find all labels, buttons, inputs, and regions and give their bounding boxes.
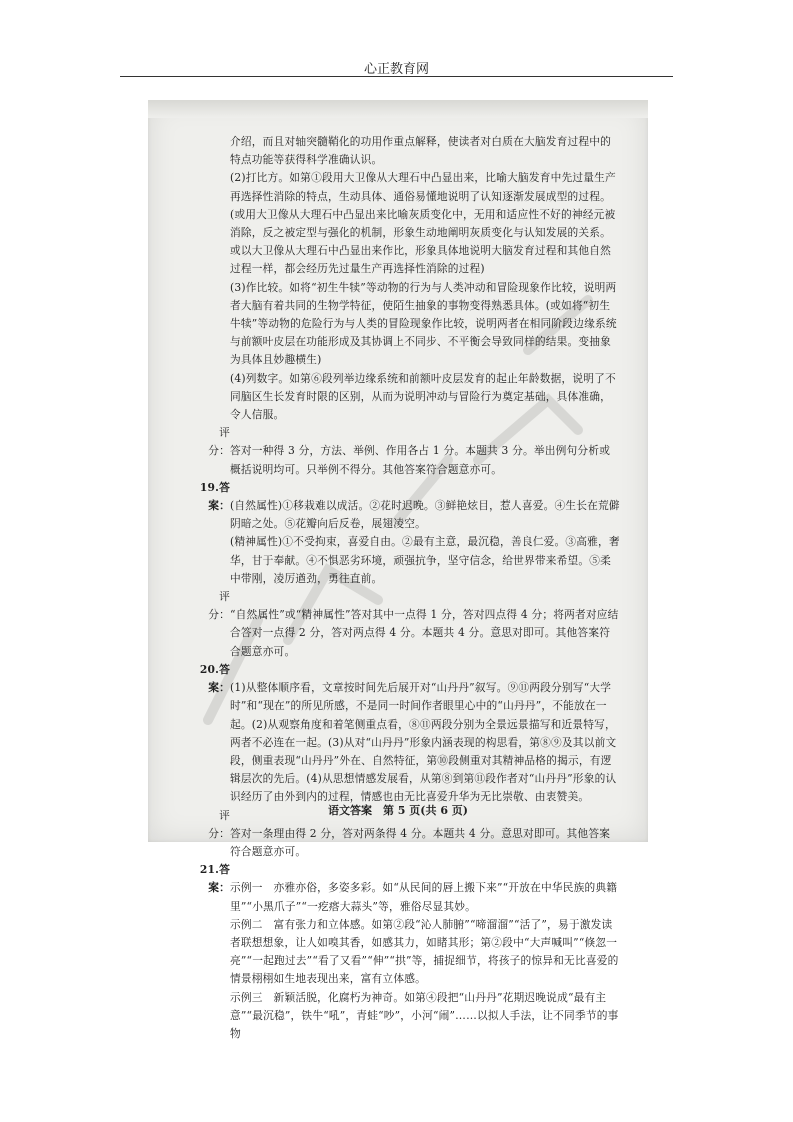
answer-paragraph: (精神属性)①不受拘束，喜爱自由。②最有主意，最沉稳，善良仁爱。③高雅，奢华，甘于奉献。④不惧恶劣环境，顽强抗争，坚守信念，给世界带来希望。⑤柔中带刚，凌厉遒劲，勇往直前。 [230,535,620,585]
answer-content [199,133,620,1043]
answer-text: (自然属性)①移栽难以成活。②花时迟晚。③鲜艳炫目，惹人喜爱。④生长在荒僻阴暗之处。⑤花瓣向后反卷，展翅凌空。 [230,499,620,531]
score-label: 评分： [208,590,230,622]
question-19-answer [199,479,620,534]
site-header: 心正教育网 [363,62,429,77]
answer-paragraph: (3)作比较。如将“初生牛犊”等动物的行为与人类冲动和冒险现象作比较，说明两者大脑有着共同的生物学特征，使陌生抽象的事物变得熟悉具体。(或如将“初生牛犊”等动物的危险行为与人类的冒险现象作比较，说明两者在相同阶段边缘系统与前额叶皮层在功能形成及其协调上不同步、不平衡会导致同样的结果。变抽象为具体且妙趣横生) [230,280,617,367]
answer-paragraph: 示例二 富有张力和立体感。如第②段“沁人肺腑”“啼溜溜”“活了”，易于激发读者联想想象，让人如嗅其香，如感其力，如睹其形；第②段中“大声喊叫”“倏忽一亮”“一起跑过去”“看了又看”“伸”“拱”等，捕捉细节，将孩子的惊异和无比喜爱的情景栩栩如生地表现出来，富有立体感。 [230,917,619,986]
header-divider [120,76,673,77]
answer-paragraph: (2)打比方。如第①段用大卫像从大理石中凸显出来，比喻大脑发育中先过量生产再选择性消除的特点，生动具体、通俗易懂地说明了认知逐渐发展成型的过程。(或用大卫像从大理石中凸显出来比喻灰质变化中，无用和适应性不好的神经元被消除，反之被定型与强化的机制，形象生动地阐明灰质变化与认知发展的关系。或以大卫像从大理石中凸显出来作比，形象具体地说明大脑发育过程和其他自然过程一样，都会经历先过量生产再选择性消除的过程) [230,171,616,276]
answer-text: (1)从整体顺序看，文章按时间先后展开对“山丹丹”叙写。⑨⑪两段分别写“大学时”和“现在”的所见所感，不是同一时间作者眼里心中的“山丹丹”，不能放在一起。(2)从观察角度和着笔侧重点看，⑧⑪两段分别为全景远景描写和近景特写，两者不必连在一起。(3)从对“山丹丹”形象内涵表现的构思看，第⑧⑨及其以前文段，侧重表现“山丹丹”外在、自然特征，第⑩段侧重对其精神品格的揭示，有逻辑层次的先后。(4)从思想情感发展看，从第⑧到第⑪段作者对“山丹丹”形象的认识经历了由外到内的过程，情感也由无比喜爱升华为无比崇敬、由衷赞美。 [230,681,617,804]
question-label: 21.答案： [199,863,230,895]
answer-text: 示例一 亦雅亦俗，多姿多彩。如“从民间的唇上搬下来”“开放在中华民族的典籍里”“小黑爪子”“一疙瘩大蒜头”等，雅俗尽显其妙。 [230,881,618,913]
score-text: 答对一条理由得 2 分，答对两条得 4 分。本题共 4 分。意思对即可。其他答案符合题意亦可。 [230,826,611,858]
score-text: 答对一种得 3 分，方法、举例、作用各占 1 分。本题共 3 分。举出例句分析或概括说明均可。只举例不得分。其他答案符合题意亦可。 [230,444,611,476]
answer-paragraph: (4)列数字。如第⑥段列举边缘系统和前额叶皮层发育的起止年龄数据，说明了不同脑区生长发育时限的区别，从而为说明冲动与冒险行为奠定基础，具体准确，令人信服。 [230,371,616,422]
scan-shadow [148,100,648,118]
score-label: 评分： [208,426,230,458]
question-21-answer [199,861,620,916]
answer-paragraph: 示例三 新颖活脱，化腐朽为神奇。如第④段把“山丹丹”花期迟晚说成“最有主意”“最沉稳”，铁牛“吼”，青蛙“吵”，小河“闹”……以拟人手法，让不同季节的事物 [230,990,619,1040]
page-footer: 语文答案 第 5 页(共 6 页) [327,804,469,817]
scoring-note [208,424,620,479]
question-label: 19.答案： [199,480,230,513]
answer-paragraph: 介绍，而且对轴突髓鞘化的功用作重点解释，使读者对白质在大脑发育过程中的特点功能等获得科学准确认识。 [230,135,612,167]
question-label: 20.答案： [199,662,230,695]
question-20-answer [199,661,620,807]
scoring-note [208,588,620,661]
score-text: “自然属性”或“精神属性”答对其中一点得 1 分，答对四点得 4 分；将两者对应结合答对一点得 2 分，答对两点得 4 分。本题共 4 分。意思对即可。其他答案符合题意亦可。 [230,608,619,658]
score-label: 评分： [208,808,230,840]
